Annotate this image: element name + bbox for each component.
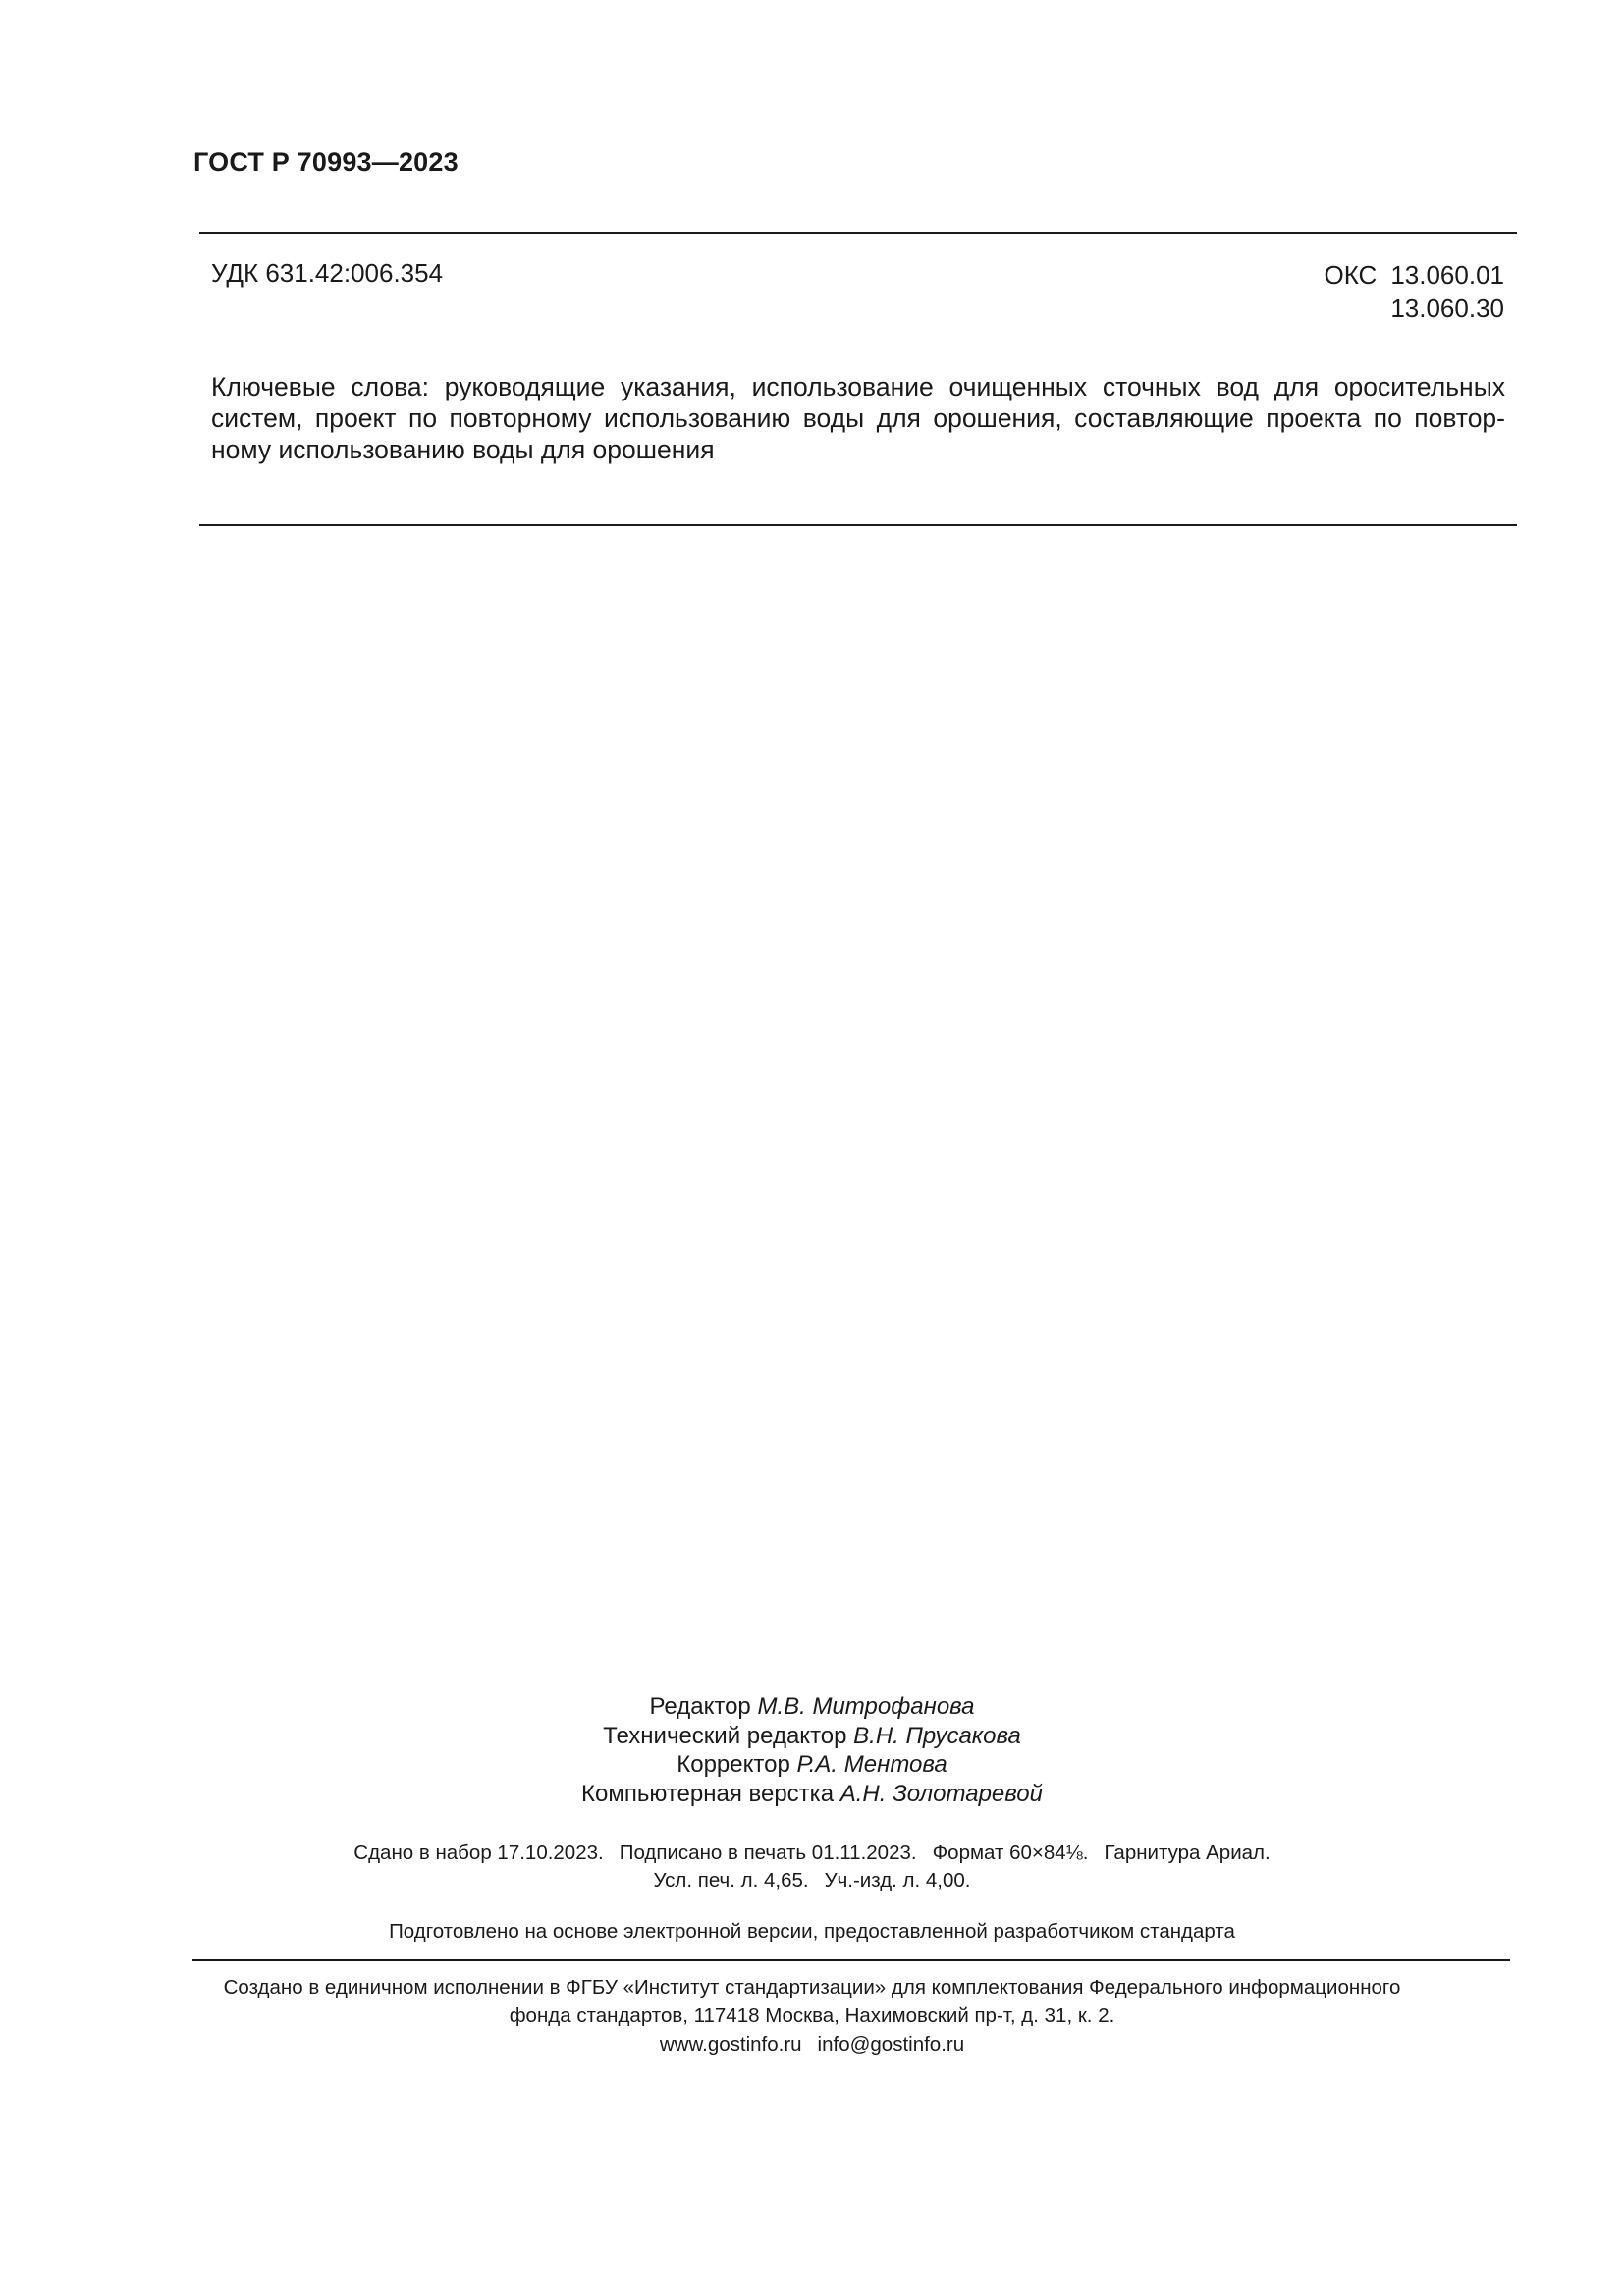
created-line-1: Создано в единичном исполнении в ФГБУ «Институт стандартизации» для комплектования Федерального информационного — [223, 1976, 1401, 1999]
website-link[interactable]: www.gostinfo.ru — [659, 2033, 802, 2056]
paper-format: Формат 60×84⅛. — [932, 1842, 1089, 1864]
credit-person: М.В. Митрофанова — [757, 1693, 975, 1720]
credit-proofreader — [0, 1750, 1624, 1780]
credit-person: В.Н. Прусакова — [853, 1722, 1021, 1749]
email-link[interactable]: info@gostinfo.ru — [817, 2033, 965, 2056]
oks-label: ОКС — [1324, 260, 1378, 290]
created-line-2: фонда стандартов, 117418 Москва, Нахимовский пр-т, д. 31, к. 2. — [509, 2004, 1115, 2027]
print-info-line-1 — [0, 1840, 1624, 1867]
contacts-line — [0, 2030, 1624, 2058]
print-sheets: Усл. печ. л. 4,65. — [653, 1869, 809, 1892]
prepared-note: Подготовлено на основе электронной версии, предоставленной разработчиком стандарта — [389, 1920, 1235, 1943]
credit-role: Компьютерная верстка — [581, 1780, 835, 1807]
credit-person: Р.А. Ментова — [796, 1751, 947, 1778]
print-info-line-2 — [0, 1867, 1624, 1895]
created-note — [0, 1973, 1624, 2058]
credit-layout — [0, 1780, 1624, 1809]
oks-line-1 — [1324, 258, 1504, 292]
signed-date: Подписано в печать 01.11.2023. — [619, 1842, 917, 1864]
publishing-sheets: Уч.-изд. л. 4,00. — [824, 1869, 971, 1892]
oks-code-2: 13.060.30 — [1390, 294, 1504, 323]
standard-code: ГОСТ Р 70993—2023 — [193, 147, 459, 177]
udc-code: УДК 631.42:006.354 — [211, 258, 444, 288]
credit-tech-editor — [0, 1722, 1624, 1751]
keywords-divider — [199, 524, 1517, 526]
credit-role: Технический редактор — [603, 1722, 847, 1749]
print-info — [0, 1840, 1624, 1895]
oks-code-1: 13.060.01 — [1390, 260, 1504, 290]
typeface: Гарнитура Ариал. — [1104, 1842, 1271, 1864]
credit-person: А.Н. Золотаревой — [839, 1780, 1043, 1807]
credits-block — [0, 1692, 1624, 1808]
credit-role: Редактор — [649, 1693, 751, 1720]
keywords-paragraph: Ключевые слова: руководящие указания, использование очищенных сточных вод для оросительных систем, проект по повторному использованию воды для орошения, составляющие проекта по повтор-ному использованию воды для орошения — [211, 372, 1505, 464]
imprint-divider — [192, 1959, 1510, 1961]
credit-role: Корректор — [677, 1751, 790, 1778]
submitted-date: Сдано в набор 17.10.2023. — [353, 1842, 604, 1864]
oks-codes — [1324, 258, 1504, 325]
credit-editor — [0, 1692, 1624, 1722]
top-divider — [199, 232, 1517, 234]
